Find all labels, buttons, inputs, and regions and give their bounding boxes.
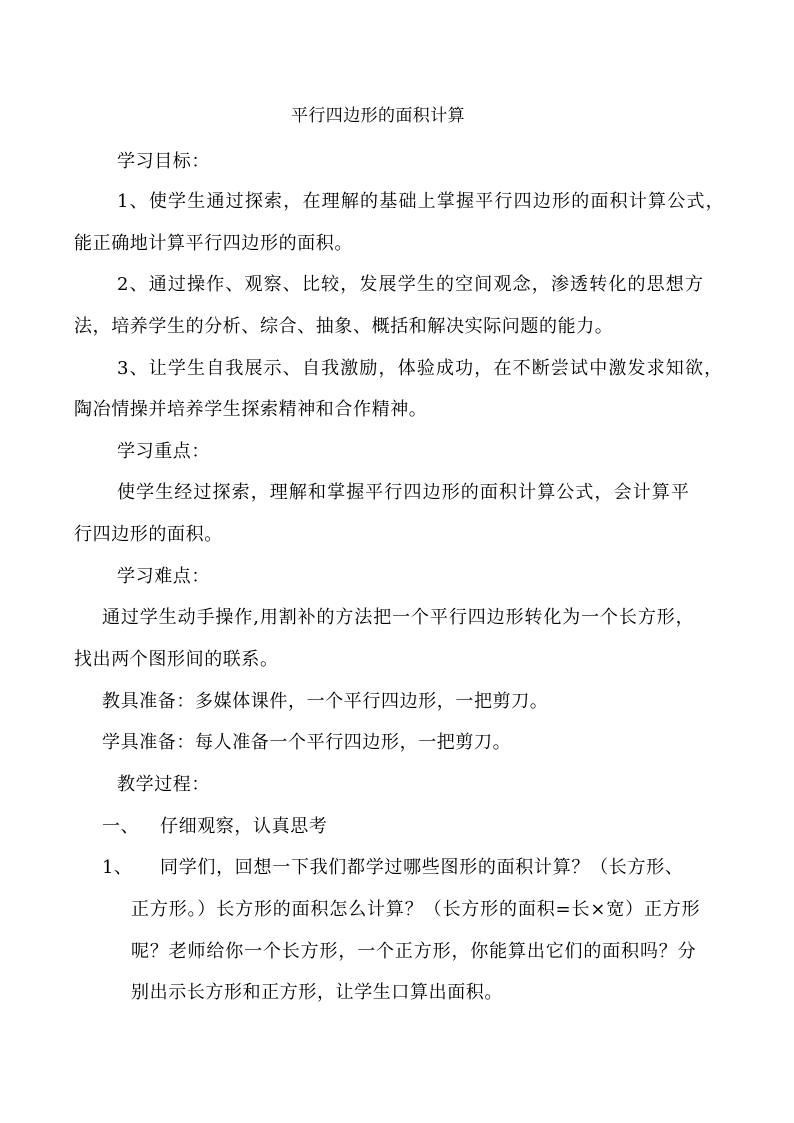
key-points-heading: 学习重点： <box>117 441 210 462</box>
goal-1-line-2: 能正确地计算平行四边形的面积。 <box>74 233 353 254</box>
teaching-process-heading: 教学过程： <box>117 774 210 795</box>
goal-1-line-1: 1、使学生通过探索，在理解的基础上掌握平行四边形的面积计算公式， <box>117 191 725 212</box>
section-1-number: 一、 <box>102 816 140 837</box>
goal-3-line-2: 陶冶情操并培养学生探索精神和合作精神。 <box>74 399 428 420</box>
key-points-line-1: 使学生经过探索，理解和掌握平行四边形的面积计算公式，会计算平 <box>117 482 690 503</box>
item-1-line-3: 呢？老师给你一个长方形，一个正方形，你能算出它们的面积吗？分 <box>131 941 697 962</box>
document-title: 平行四边形的面积计算 <box>291 106 465 126</box>
goal-3-line-1: 3、让学生自我展示、自我激励，体验成功，在不断尝试中激发求知欲， <box>117 358 724 379</box>
goal-2-line-1: 2、通过操作、观察、比较，发展学生的空间观念，渗透转化的思想方 <box>117 274 705 295</box>
teacher-tools-line: 教具准备：多媒体课件，一个平行四边形，一把剪刀。 <box>102 691 549 712</box>
difficulty-line-1: 通过学生动手操作,用割补的方法把一个平行四边形转化为一个长方形， <box>102 607 695 628</box>
goal-2-line-2: 法，培养学生的分析、综合、抽象、概括和解决实际问题的能力。 <box>74 316 614 337</box>
item-1-line-2: 正方形。）长方形的面积怎么计算？（长方形的面积=长×宽）正方形 <box>131 899 701 920</box>
difficulty-heading: 学习难点： <box>117 566 210 587</box>
key-points-line-2: 行四边形的面积。 <box>74 524 223 545</box>
item-1-number: 1、 <box>102 857 133 878</box>
item-1-line-4: 别出示长方形和正方形，让学生口算出面积。 <box>131 982 503 1003</box>
section-1-title: 仔细观察，认真思考 <box>160 816 328 837</box>
student-tools-line: 学具准备：每人准备一个平行四边形，一把剪刀。 <box>102 732 512 753</box>
item-1-line-1: 同学们，回想一下我们都学过哪些图形的面积计算？（长方形、 <box>160 857 684 878</box>
difficulty-line-2: 找出两个图形间的联系。 <box>74 649 279 670</box>
learning-goals-heading: 学习目标： <box>117 151 210 172</box>
